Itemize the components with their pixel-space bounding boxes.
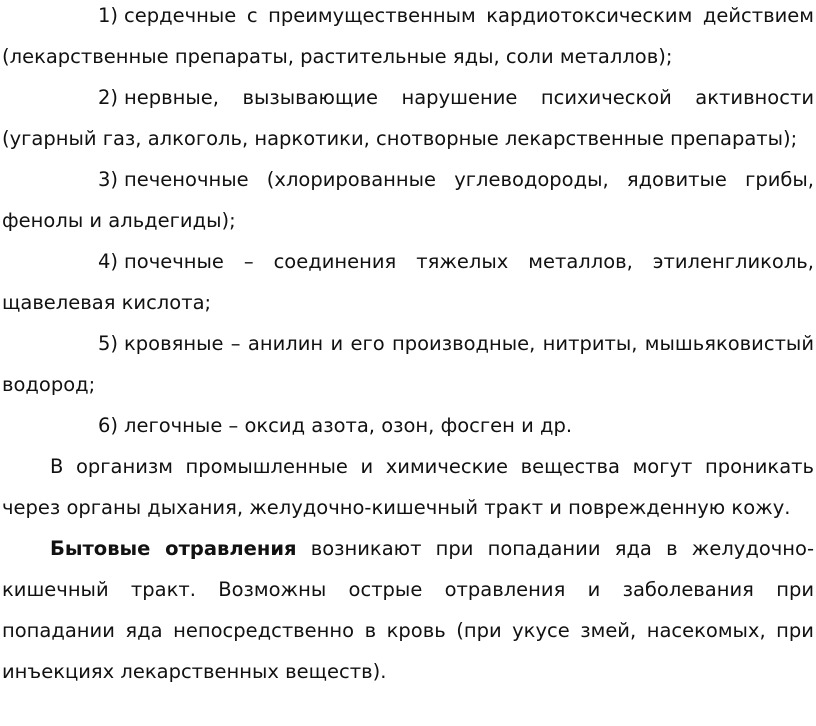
list-item-number: 6) <box>98 414 119 437</box>
body-paragraph-entry-routes <box>2 446 814 528</box>
list-item <box>2 0 814 77</box>
list-item-text: сердечные с преимущественным кардиотоксическим действием (лекарственные препараты, растительные яды, соли металлов); <box>2 4 814 68</box>
list-item-number: 3) <box>98 168 119 191</box>
list-item-number: 4) <box>98 250 119 273</box>
list-item <box>2 405 814 446</box>
list-item <box>2 159 814 241</box>
list-item <box>2 323 814 405</box>
list-item <box>2 77 814 159</box>
list-item-number: 2) <box>98 86 119 109</box>
list-item-number: 5) <box>98 332 119 355</box>
paragraph-text: В организм промышленные и химические вещества могут проникать через органы дыхания, желудочно-кишечный тракт и поврежденную кожу. <box>2 455 814 519</box>
list-item-text: почечные – соединения тяжелых металлов, этиленгликоль, щавелевая кислота; <box>2 250 814 314</box>
paragraph-text: возникают при попадании яда в желудочно-кишечный тракт. Возможны острые отравления и заболевания при попадании яда непосредственно в кровь (при укусе змей, насекомых, при инъекциях лекарственных веществ). <box>2 537 814 683</box>
list-item <box>2 241 814 323</box>
list-item-text: печеночные (хлорированные углеводороды, ядовитые грибы, фенолы и альдегиды); <box>2 168 814 232</box>
body-paragraph-household-poisoning <box>2 528 814 692</box>
list-item-text: легочные – оксид азота, озон, фосген и др. <box>124 414 573 437</box>
list-item-text: нервные, вызывающие нарушение психической активности (угарный газ, алкоголь, наркотики, снотворные лекарственные препараты); <box>2 86 814 150</box>
list-item-number: 1) <box>98 4 119 27</box>
bold-term: Бытовые отравления <box>50 537 297 560</box>
list-item-text: кровяные – анилин и его производные, нитриты, мышьяковистый водород; <box>2 332 814 396</box>
